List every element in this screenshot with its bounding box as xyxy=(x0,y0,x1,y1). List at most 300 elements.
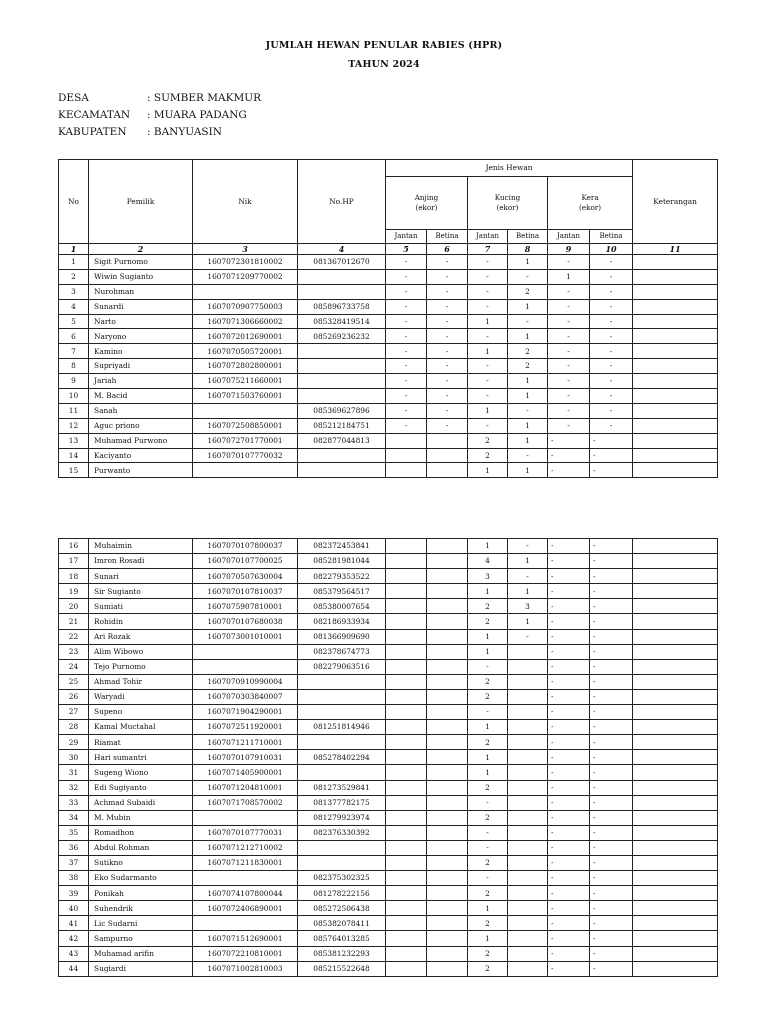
anjing-jantan-cell xyxy=(386,946,427,961)
anjing-betina-cell xyxy=(427,901,468,916)
hpr-table-part-1 xyxy=(58,159,718,478)
anjing-jantan-cell xyxy=(386,961,427,976)
kucing-betina-cell: 1 xyxy=(508,614,548,629)
kucing-jantan-cell: 3 xyxy=(468,569,508,584)
kucing-jantan-cell: - xyxy=(468,825,508,840)
anjing-jantan-cell: - xyxy=(386,255,427,270)
kucing-betina-cell xyxy=(508,810,548,825)
anjing-jantan-cell xyxy=(386,871,427,886)
kera-jantan-cell: - xyxy=(548,314,590,329)
nik-cell: 1607070907750003 xyxy=(193,299,298,314)
keterangan-cell xyxy=(633,584,718,599)
keterangan-cell xyxy=(633,569,718,584)
kucing-jantan-cell: 1 xyxy=(468,463,508,478)
kera-betina-cell: - xyxy=(590,389,633,404)
row-no-cell: 27 xyxy=(59,705,89,720)
nik-cell: 1607072701770001 xyxy=(193,433,298,448)
row-no-cell: 32 xyxy=(59,780,89,795)
phone-number-cell: 085215522648 xyxy=(298,961,386,976)
table-row xyxy=(59,855,718,870)
owner-name-cell: Imron Rosadi xyxy=(89,554,193,569)
owner-name-cell: Riamat xyxy=(89,735,193,750)
header-kucing-unit: (ekor) xyxy=(496,203,519,212)
phone-number-cell: 082378674773 xyxy=(298,644,386,659)
nik-cell: 1607070107770031 xyxy=(193,825,298,840)
kera-betina-cell: - xyxy=(590,871,633,886)
row-no-cell: 30 xyxy=(59,750,89,765)
row-no-cell: 40 xyxy=(59,901,89,916)
anjing-betina-cell xyxy=(427,463,468,478)
kucing-betina-cell: 3 xyxy=(508,599,548,614)
kucing-jantan-cell: 2 xyxy=(468,855,508,870)
kucing-betina-cell: - xyxy=(508,314,548,329)
nik-cell: 1607071904290001 xyxy=(193,705,298,720)
kucing-jantan-cell: - xyxy=(468,840,508,855)
kucing-jantan-cell: 1 xyxy=(468,539,508,554)
anjing-betina-cell xyxy=(427,871,468,886)
kera-jantan-cell: - xyxy=(548,463,590,478)
table-row xyxy=(59,614,718,629)
header-kera-label: Kera xyxy=(581,193,599,203)
phone-number-cell: 081366909690 xyxy=(298,629,386,644)
nik-cell: 1607072511920001 xyxy=(193,720,298,735)
kucing-betina-cell xyxy=(508,916,548,931)
owner-name-cell: M. Bacid xyxy=(89,389,193,404)
kucing-betina-cell xyxy=(508,946,548,961)
owner-name-cell: Lic Sudarni xyxy=(89,916,193,931)
colnum-1: 1 xyxy=(59,244,89,255)
row-no-cell: 3 xyxy=(59,284,89,299)
keterangan-cell xyxy=(633,344,718,359)
table-row xyxy=(59,750,718,765)
table-row xyxy=(59,463,718,478)
kucing-betina-cell xyxy=(508,705,548,720)
row-no-cell: 10 xyxy=(59,389,89,404)
anjing-betina-cell: - xyxy=(427,418,468,433)
anjing-jantan-cell xyxy=(386,886,427,901)
kucing-jantan-cell: 4 xyxy=(468,554,508,569)
phone-number-cell: 085272506438 xyxy=(298,901,386,916)
phone-number-cell: 085212184751 xyxy=(298,418,386,433)
table-row xyxy=(59,961,718,976)
kucing-betina-cell: - xyxy=(508,403,548,418)
kucing-betina-cell: 1 xyxy=(508,433,548,448)
nik-cell xyxy=(193,810,298,825)
title-block xyxy=(0,36,768,74)
kucing-betina-cell: - xyxy=(508,569,548,584)
kera-betina-cell: - xyxy=(590,916,633,931)
keterangan-cell xyxy=(633,629,718,644)
anjing-jantan-cell xyxy=(386,463,427,478)
table-body-part-2 xyxy=(59,539,718,977)
kera-betina-cell: - xyxy=(590,614,633,629)
anjing-jantan-cell xyxy=(386,810,427,825)
owner-name-cell: Hari sumantri xyxy=(89,750,193,765)
table-row xyxy=(59,825,718,840)
phone-number-cell: 085379564517 xyxy=(298,584,386,599)
owner-name-cell: Supeno xyxy=(89,705,193,720)
nik-cell: 1607070107770032 xyxy=(193,448,298,463)
header-anjing-unit: (ekor) xyxy=(415,203,438,212)
keterangan-cell xyxy=(633,961,718,976)
kera-jantan-cell: - xyxy=(548,299,590,314)
keterangan-cell xyxy=(633,418,718,433)
anjing-betina-cell xyxy=(427,689,468,704)
colnum-11: 11 xyxy=(633,244,718,255)
phone-number-cell: 085380007654 xyxy=(298,599,386,614)
kera-jantan-cell: - xyxy=(548,780,590,795)
anjing-jantan-cell xyxy=(386,433,427,448)
owner-name-cell: Supriyadi xyxy=(89,359,193,374)
table-row xyxy=(59,314,718,329)
phone-number-cell: 085281981044 xyxy=(298,554,386,569)
anjing-betina-cell: - xyxy=(427,374,468,389)
phone-number-cell: 081367012670 xyxy=(298,255,386,270)
owner-name-cell: Edi Sugiyanto xyxy=(89,780,193,795)
keterangan-cell xyxy=(633,389,718,404)
row-no-cell: 20 xyxy=(59,599,89,614)
nik-cell: 1607070107810037 xyxy=(193,584,298,599)
row-no-cell: 42 xyxy=(59,931,89,946)
anjing-jantan-cell: - xyxy=(386,359,427,374)
kucing-jantan-cell: 1 xyxy=(468,750,508,765)
owner-name-cell: Ari Rozak xyxy=(89,629,193,644)
row-no-cell: 38 xyxy=(59,871,89,886)
kucing-jantan-cell: 1 xyxy=(468,314,508,329)
phone-number-cell: 082877044813 xyxy=(298,433,386,448)
kera-jantan-cell: - xyxy=(548,886,590,901)
keterangan-cell xyxy=(633,674,718,689)
table-row xyxy=(59,599,718,614)
colnum-8: 8 xyxy=(508,244,548,255)
owner-name-cell: Tejo Purnomo xyxy=(89,659,193,674)
anjing-betina-cell xyxy=(427,720,468,735)
kera-betina-cell: - xyxy=(590,659,633,674)
nik-cell: 1607071503760001 xyxy=(193,389,298,404)
nik-cell: 1607070303840007 xyxy=(193,689,298,704)
table-row xyxy=(59,344,718,359)
kucing-betina-cell xyxy=(508,886,548,901)
kucing-jantan-cell: 2 xyxy=(468,599,508,614)
anjing-jantan-cell xyxy=(386,629,427,644)
keterangan-cell xyxy=(633,284,718,299)
colnum-5: 5 xyxy=(386,244,427,255)
phone-number-cell: 085369627896 xyxy=(298,403,386,418)
phone-number-cell: 081279923974 xyxy=(298,810,386,825)
kera-jantan-cell: - xyxy=(548,735,590,750)
kucing-jantan-cell: 1 xyxy=(468,344,508,359)
anjing-jantan-cell xyxy=(386,569,427,584)
row-no-cell: 28 xyxy=(59,720,89,735)
kera-betina-cell: - xyxy=(590,674,633,689)
kucing-betina-cell: 1 xyxy=(508,329,548,344)
anjing-betina-cell xyxy=(427,644,468,659)
kucing-betina-cell xyxy=(508,644,548,659)
header-pemilik: Pemilik xyxy=(89,160,193,244)
colnum-4: 4 xyxy=(298,244,386,255)
table-row xyxy=(59,810,718,825)
nik-cell: 1607072508850001 xyxy=(193,418,298,433)
anjing-jantan-cell xyxy=(386,855,427,870)
owner-name-cell: Sutikno xyxy=(89,855,193,870)
header-anjing-jantan: Jantan xyxy=(386,230,427,244)
anjing-betina-cell xyxy=(427,659,468,674)
keterangan-cell xyxy=(633,795,718,810)
nik-cell: 1607071405900001 xyxy=(193,765,298,780)
kera-jantan-cell: - xyxy=(548,539,590,554)
kera-jantan-cell: - xyxy=(548,599,590,614)
header-anjing-label: Anjing xyxy=(414,193,439,203)
info-value: : SUMBER MAKMUR xyxy=(147,92,261,104)
anjing-betina-cell: - xyxy=(427,255,468,270)
kucing-jantan-cell: - xyxy=(468,374,508,389)
keterangan-cell xyxy=(633,901,718,916)
kera-jantan-cell: - xyxy=(548,403,590,418)
row-no-cell: 29 xyxy=(59,735,89,750)
kucing-betina-cell xyxy=(508,901,548,916)
owner-name-cell: Sunardi xyxy=(89,299,193,314)
kucing-jantan-cell: - xyxy=(468,659,508,674)
anjing-jantan-cell: - xyxy=(386,299,427,314)
nik-cell: 1607073001010001 xyxy=(193,629,298,644)
kucing-betina-cell: 1 xyxy=(508,418,548,433)
kucing-jantan-cell: - xyxy=(468,329,508,344)
kucing-betina-cell: 1 xyxy=(508,255,548,270)
row-no-cell: 36 xyxy=(59,840,89,855)
info-row xyxy=(58,90,261,107)
kucing-jantan-cell: 2 xyxy=(468,433,508,448)
owner-name-cell: Muhamad Purwono xyxy=(89,433,193,448)
table-row xyxy=(59,901,718,916)
anjing-betina-cell xyxy=(427,946,468,961)
row-no-cell: 4 xyxy=(59,299,89,314)
anjing-jantan-cell xyxy=(386,554,427,569)
owner-name-cell: M. Mubin xyxy=(89,810,193,825)
header-nik: Nik xyxy=(193,160,298,244)
anjing-betina-cell xyxy=(427,599,468,614)
kera-jantan-cell: - xyxy=(548,418,590,433)
anjing-jantan-cell xyxy=(386,614,427,629)
nik-cell xyxy=(193,871,298,886)
kera-jantan-cell: - xyxy=(548,720,590,735)
table-row xyxy=(59,720,718,735)
info-row xyxy=(58,124,261,141)
kera-betina-cell: - xyxy=(590,840,633,855)
owner-name-cell: Sir Sugianto xyxy=(89,584,193,599)
header-nohp: No.HP xyxy=(298,160,386,244)
table-row xyxy=(59,795,718,810)
nik-cell: 1607070107680038 xyxy=(193,614,298,629)
row-no-cell: 15 xyxy=(59,463,89,478)
kera-jantan-cell: - xyxy=(548,840,590,855)
anjing-betina-cell xyxy=(427,825,468,840)
keterangan-cell xyxy=(633,750,718,765)
kera-jantan-cell: - xyxy=(548,901,590,916)
kucing-jantan-cell: 1 xyxy=(468,584,508,599)
anjing-betina-cell: - xyxy=(427,284,468,299)
nik-cell: 1607071002810003 xyxy=(193,961,298,976)
anjing-jantan-cell xyxy=(386,825,427,840)
anjing-jantan-cell xyxy=(386,644,427,659)
nik-cell: 1607075211660001 xyxy=(193,374,298,389)
kucing-jantan-cell: - xyxy=(468,705,508,720)
keterangan-cell xyxy=(633,780,718,795)
kera-betina-cell: - xyxy=(590,931,633,946)
kera-betina-cell: - xyxy=(590,825,633,840)
header-kera-betina: Betina xyxy=(590,230,633,244)
keterangan-cell xyxy=(633,329,718,344)
header-kucing-betina: Betina xyxy=(508,230,548,244)
row-no-cell: 39 xyxy=(59,886,89,901)
phone-number-cell: 082186933934 xyxy=(298,614,386,629)
keterangan-cell xyxy=(633,931,718,946)
kucing-jantan-cell: 2 xyxy=(468,674,508,689)
phone-number-cell xyxy=(298,389,386,404)
nik-cell: 1607070507630004 xyxy=(193,569,298,584)
owner-name-cell: Aguc priono xyxy=(89,418,193,433)
kucing-jantan-cell: - xyxy=(468,389,508,404)
kera-betina-cell: - xyxy=(590,886,633,901)
kera-betina-cell: - xyxy=(590,359,633,374)
table-row xyxy=(59,299,718,314)
phone-number-cell: 082372453841 xyxy=(298,539,386,554)
kera-betina-cell: - xyxy=(590,705,633,720)
table-row xyxy=(59,374,718,389)
row-no-cell: 5 xyxy=(59,314,89,329)
kucing-betina-cell xyxy=(508,765,548,780)
keterangan-cell xyxy=(633,374,718,389)
colnum-6: 6 xyxy=(427,244,468,255)
row-no-cell: 35 xyxy=(59,825,89,840)
keterangan-cell xyxy=(633,255,718,270)
kera-betina-cell: - xyxy=(590,750,633,765)
kera-jantan-cell: - xyxy=(548,389,590,404)
table-row xyxy=(59,359,718,374)
owner-name-cell: Sugeng Wiono xyxy=(89,765,193,780)
kucing-betina-cell: 2 xyxy=(508,359,548,374)
header-kucing xyxy=(468,177,548,230)
row-no-cell: 26 xyxy=(59,689,89,704)
anjing-betina-cell xyxy=(427,886,468,901)
nik-cell: 1607070107800037 xyxy=(193,539,298,554)
keterangan-cell xyxy=(633,886,718,901)
phone-number-cell: 082279063516 xyxy=(298,659,386,674)
phone-number-cell xyxy=(298,284,386,299)
kera-jantan-cell: - xyxy=(548,946,590,961)
anjing-betina-cell xyxy=(427,780,468,795)
kucing-betina-cell: - xyxy=(508,629,548,644)
table-row xyxy=(59,659,718,674)
info-value: : BANYUASIN xyxy=(147,126,222,138)
document-year: TAHUN 2024 xyxy=(348,59,420,70)
kucing-jantan-cell: - xyxy=(468,284,508,299)
nik-cell xyxy=(193,659,298,674)
kera-jantan-cell: - xyxy=(548,659,590,674)
anjing-jantan-cell xyxy=(386,931,427,946)
table-row xyxy=(59,705,718,720)
anjing-betina-cell xyxy=(427,810,468,825)
row-no-cell: 44 xyxy=(59,961,89,976)
row-no-cell: 33 xyxy=(59,795,89,810)
keterangan-cell xyxy=(633,720,718,735)
kera-jantan-cell: - xyxy=(548,871,590,886)
owner-name-cell: Romadhon xyxy=(89,825,193,840)
kera-jantan-cell: - xyxy=(548,255,590,270)
nik-cell: 1607070107700025 xyxy=(193,554,298,569)
anjing-betina-cell xyxy=(427,855,468,870)
row-no-cell: 16 xyxy=(59,539,89,554)
info-value: : MUARA PADANG xyxy=(147,109,247,121)
owner-name-cell: Ahmad Tohir xyxy=(89,674,193,689)
phone-number-cell: 085278402294 xyxy=(298,750,386,765)
kucing-jantan-cell: 1 xyxy=(468,403,508,418)
anjing-jantan-cell: - xyxy=(386,389,427,404)
kera-jantan-cell: - xyxy=(548,448,590,463)
owner-name-cell: Alim Wibowo xyxy=(89,644,193,659)
phone-number-cell: 081278222156 xyxy=(298,886,386,901)
row-no-cell: 6 xyxy=(59,329,89,344)
table-row xyxy=(59,284,718,299)
phone-number-cell xyxy=(298,374,386,389)
kucing-jantan-cell: 2 xyxy=(468,810,508,825)
anjing-jantan-cell xyxy=(386,765,427,780)
header-anjing xyxy=(386,177,468,230)
keterangan-cell xyxy=(633,644,718,659)
kera-jantan-cell: - xyxy=(548,810,590,825)
colnum-10: 10 xyxy=(590,244,633,255)
keterangan-cell xyxy=(633,946,718,961)
owner-name-cell: Muhamad arifin xyxy=(89,946,193,961)
kera-betina-cell: - xyxy=(590,961,633,976)
kera-betina-cell: - xyxy=(590,433,633,448)
anjing-jantan-cell xyxy=(386,584,427,599)
keterangan-cell xyxy=(633,539,718,554)
nik-cell: 1607071306660002 xyxy=(193,314,298,329)
owner-name-cell: Kaciyanto xyxy=(89,448,193,463)
table-row xyxy=(59,689,718,704)
row-no-cell: 12 xyxy=(59,418,89,433)
header-jenis-hewan: Jenis Hewan xyxy=(386,160,633,177)
anjing-jantan-cell xyxy=(386,539,427,554)
kera-jantan-cell: - xyxy=(548,961,590,976)
colnum-2: 2 xyxy=(89,244,193,255)
anjing-betina-cell xyxy=(427,931,468,946)
table-row xyxy=(59,946,718,961)
table-row xyxy=(59,886,718,901)
kera-betina-cell: - xyxy=(590,946,633,961)
anjing-betina-cell xyxy=(427,705,468,720)
kucing-betina-cell: 1 xyxy=(508,374,548,389)
kucing-betina-cell: 2 xyxy=(508,344,548,359)
row-no-cell: 18 xyxy=(59,569,89,584)
kucing-betina-cell xyxy=(508,780,548,795)
anjing-jantan-cell xyxy=(386,659,427,674)
keterangan-cell xyxy=(633,689,718,704)
keterangan-cell xyxy=(633,403,718,418)
row-no-cell: 17 xyxy=(59,554,89,569)
kera-jantan-cell: - xyxy=(548,344,590,359)
nik-cell: 1607070107910031 xyxy=(193,750,298,765)
header-kera-jantan: Jantan xyxy=(548,230,590,244)
keterangan-cell xyxy=(633,299,718,314)
owner-name-cell: Suhendrik xyxy=(89,901,193,916)
owner-name-cell: Sunari xyxy=(89,569,193,584)
owner-name-cell: Jariah xyxy=(89,374,193,389)
row-no-cell: 34 xyxy=(59,810,89,825)
kera-betina-cell: - xyxy=(590,284,633,299)
kucing-betina-cell xyxy=(508,659,548,674)
table-row xyxy=(59,418,718,433)
